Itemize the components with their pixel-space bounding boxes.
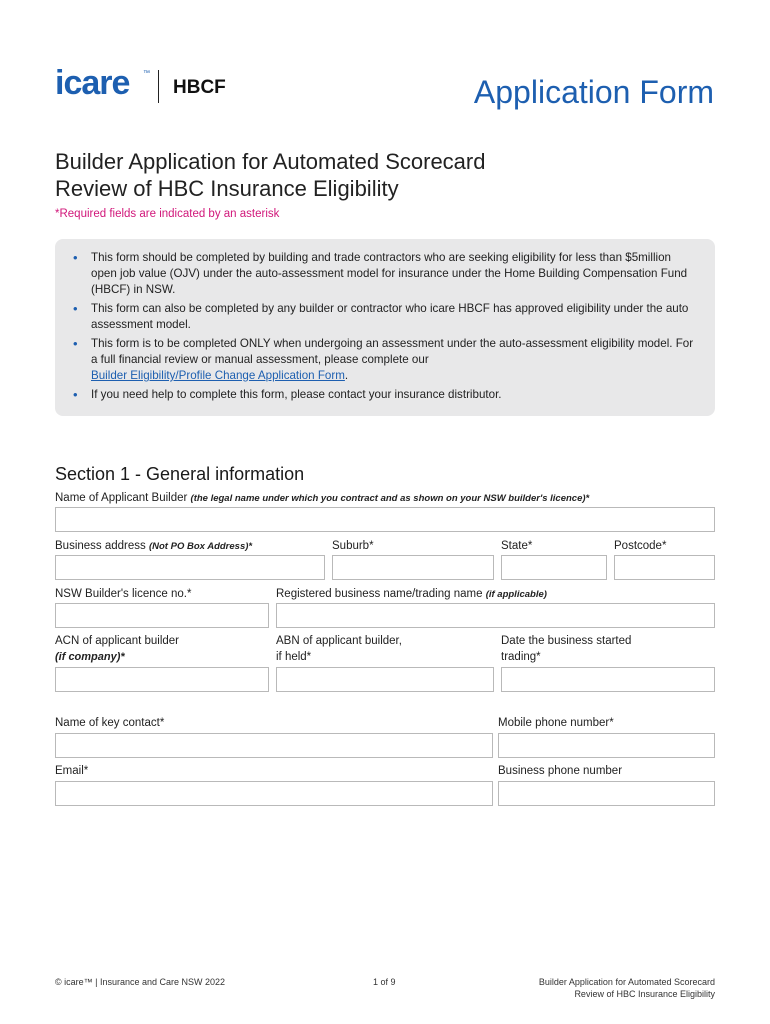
business-phone-input[interactable] [498,781,715,806]
info-box [55,239,715,416]
key-contact-label: Name of key contact* [55,717,165,729]
logo-divider [158,70,159,103]
applicant-name-label: Name of Applicant Builder (the legal name under which you contract and as shown on your NSW builder's licence)* [55,492,590,504]
eligibility-form-link[interactable]: Builder Eligibility/Profile Change Application Form [91,369,345,382]
info-bullet [91,336,695,384]
registered-name-hint: (if applicable) [485,589,547,600]
footer-doc-title: Builder Application for Automated Scorecard Review of HBC Insurance Eligibility [538,977,715,999]
business-start-date-input[interactable] [501,667,715,692]
business-address-label: Business address (Not PO Box Address)* [55,540,253,552]
business-address-input[interactable] [55,555,325,580]
info-bullet: • This form can also be completed by any builder or contractor who icare HBCF has approved eligibility under the auto assessment model. [91,301,695,333]
state-label: State* [501,540,533,552]
business-start-date-label: Date the business started trading* [501,635,632,663]
info-bullet: • If you need help to complete this form, please contact your insurance distributor. [91,387,695,403]
icare-logo: icare [55,64,130,102]
registered-name-input[interactable] [276,603,715,628]
form-type-heading: Application Form [473,74,714,110]
licence-input[interactable] [55,603,269,628]
business-address-hint: (Not PO Box Address)* [148,541,253,552]
section-title: Section 1 - General information [55,464,305,484]
title-line-2: Review of HBC Insurance Eligibility [55,176,399,201]
footer-page-number: 1 of 9 [373,977,396,987]
licence-label: NSW Builder's licence no.* [55,588,192,600]
mobile-input[interactable] [498,733,715,758]
acn-label: ACN of applicant builder (if company)* [55,635,180,663]
hbcf-logo-text: HBCF [173,77,226,98]
suburb-label: Suburb* [332,540,374,552]
title-line-1: Builder Application for Automated Scorecard [55,149,486,174]
footer-copyright: © icare™ | Insurance and Care NSW 2022 [55,977,226,987]
acn-hint: (if company)* [55,651,125,663]
applicant-name-hint: (the legal name under which you contract and as shown on your NSW builder's licence)* [190,493,590,504]
info-list [55,239,715,403]
business-phone-label: Business phone number [498,765,623,777]
required-fields-note: *Required fields are indicated by an asterisk [55,208,280,220]
email-label: Email* [55,765,89,777]
email-input[interactable] [55,781,493,806]
key-contact-input[interactable] [55,733,493,758]
postcode-input[interactable] [614,555,715,580]
page-title [55,148,655,202]
mobile-label: Mobile phone number* [498,717,614,729]
trademark-mark: ™ [143,70,150,77]
abn-input[interactable] [276,667,494,692]
registered-name-label: Registered business name/trading name (if applicable) [276,588,547,600]
info-bullet-text: This form is to be completed ONLY when undergoing an assessment under the auto-assessment eligibility model. For a full financial review or manual assessment, please complete our [91,337,694,366]
info-bullet: • This form should be completed by building and trade contractors who are seeking eligibility for less than $5million open job value (OJV) under the auto-assessment model for insurance under the Home Building Compensation Fund (HBCF) in NSW. [91,250,695,298]
acn-input[interactable] [55,667,269,692]
abn-label: ABN of applicant builder, if held* [276,635,402,663]
postcode-label: Postcode* [614,540,667,552]
suburb-input[interactable] [332,555,494,580]
info-bullet-end: . [344,369,349,382]
state-input[interactable] [501,555,607,580]
applicant-name-input[interactable] [55,507,715,532]
